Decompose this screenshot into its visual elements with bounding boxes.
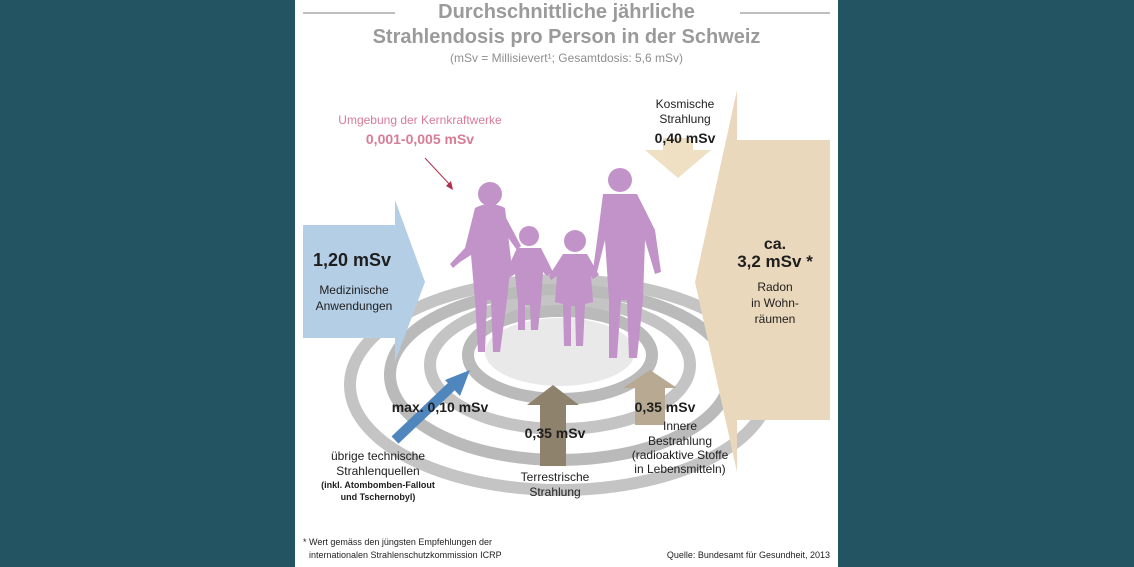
medical-label-2: Anwendungen: [315, 299, 393, 313]
subtitle: (mSv = Millisievert¹; Gesamtdosis: 5,6 mSv): [449, 51, 684, 65]
footnote-line-2: internationalen Strahlenschutzkommission ICRP: [309, 550, 502, 560]
terrestrial-label-2: Strahlung: [529, 485, 581, 499]
nuclear-label: Umgebung der Kernkraftwerke: [338, 113, 502, 127]
internal-label-3: (radioaktive Stoffe: [631, 448, 729, 462]
internal-label-2: Bestrahlung: [647, 434, 713, 448]
infographic-card: [295, 0, 838, 567]
internal-value: 0,35 mSv: [634, 399, 696, 415]
medical-label-1: Medizinische: [319, 283, 389, 297]
source-credit: Quelle: Bundesamt für Gesundheit, 2013: [666, 550, 830, 560]
other-technical-note-1: (inkl. Atombomben-Fallout: [321, 480, 435, 490]
title-line-2: Strahlendosis pro Person in der Schweiz: [372, 26, 761, 48]
internal-label-1: Innere: [662, 419, 698, 433]
radon-label-1: Radon: [757, 280, 793, 294]
nuclear-pointer-line: [425, 158, 451, 186]
footnote-line-1: * Wert gemäss den jüngsten Empfehlungen der: [303, 537, 492, 547]
radon-label-2: in Wohn-: [751, 296, 799, 310]
radon-value-line: [725, 253, 825, 271]
radon-value: 3,2 mSv: [737, 252, 802, 271]
cosmic-value: 0,40 mSv: [654, 130, 716, 146]
other-technical-label-1: übrige technische: [330, 449, 426, 463]
title-line-1: Durchschnittliche jährliche: [438, 1, 695, 23]
other-technical-value: max. 0,10 mSv: [391, 399, 489, 415]
terrestrial-label-1: Terrestrische: [520, 470, 590, 484]
radon-prefix: ca.: [763, 236, 787, 253]
medical-value: 1,20 mSv: [313, 250, 392, 270]
internal-label-4: in Lebensmitteln): [634, 462, 726, 476]
terrestrial-value: 0,35 mSv: [524, 425, 586, 441]
cosmic-label-2: Strahlung: [659, 112, 711, 126]
nuclear-value: 0,001-0,005 mSv: [365, 131, 475, 147]
radon-label-3: räumen: [754, 312, 796, 326]
other-technical-label-2: Strahlenquellen: [336, 464, 420, 478]
radon-asterisk: *: [806, 252, 813, 271]
other-technical-note-2: und Tschernobyl): [340, 492, 416, 502]
cosmic-label-1: Kosmische: [655, 97, 715, 111]
